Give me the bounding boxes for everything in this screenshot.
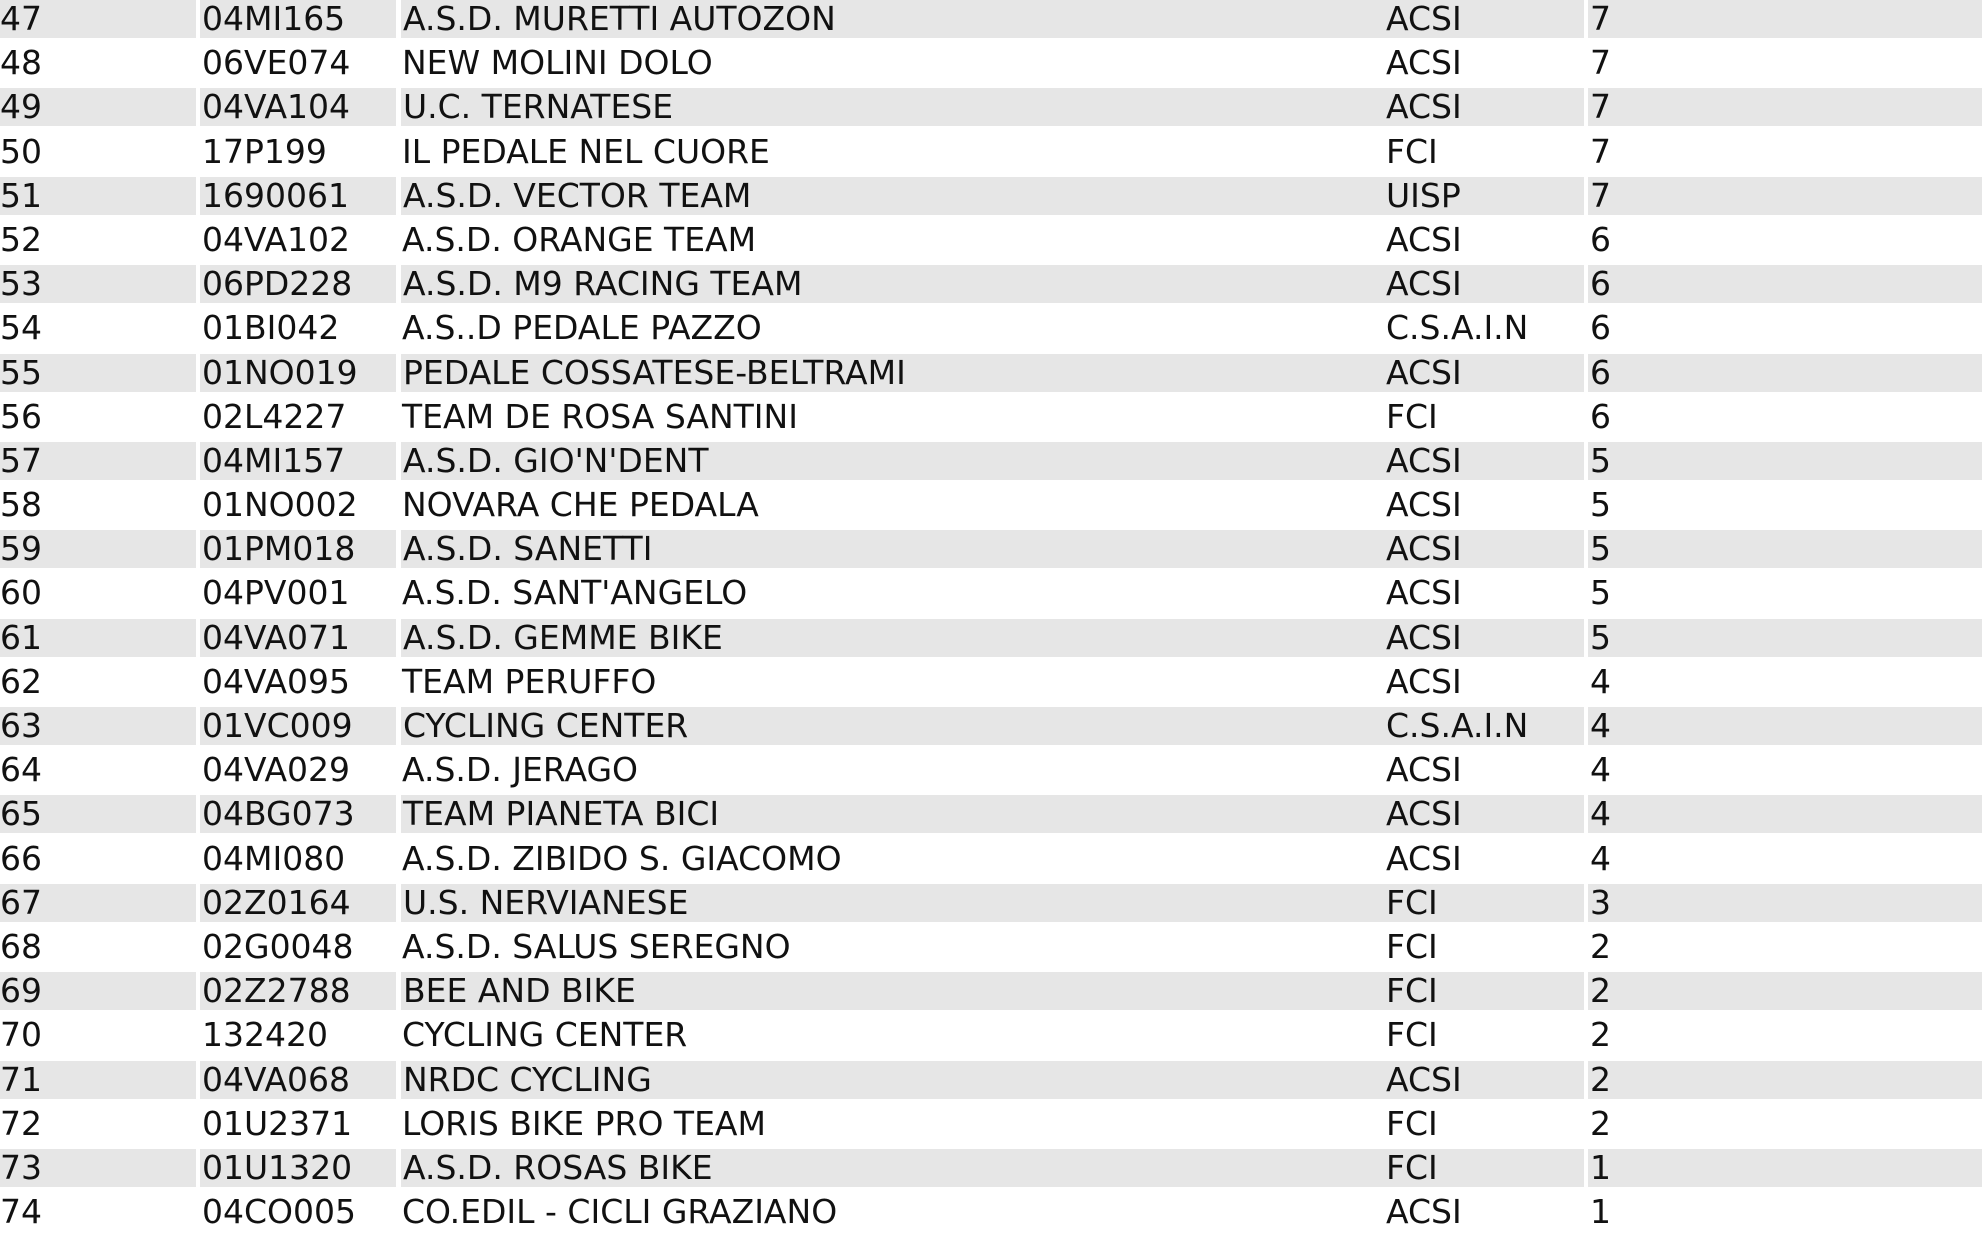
team-name-cell: A.S.D. ZIBIDO S. GIACOMO [402, 839, 842, 878]
team-name-cell: NEW MOLINI DOLO [402, 44, 713, 83]
points-cell: 6 [1588, 354, 1982, 392]
team-name-cell: A.S.D. SANETTI [401, 530, 1385, 568]
club-code-cell: 04VA068 [200, 1061, 396, 1099]
club-code-cell: 01U1320 [200, 1149, 396, 1187]
points-cell: 2 [1588, 1061, 1982, 1099]
team-name-cell: LORIS BIKE PRO TEAM [402, 1104, 766, 1143]
points-cell: 2 [1590, 1016, 1611, 1055]
table-row [0, 88, 1982, 132]
points-cell: 2 [1590, 927, 1611, 966]
rank-cell: 53 [0, 265, 196, 303]
points-cell: 5 [1588, 619, 1982, 657]
organization-cell: FCI [1386, 927, 1438, 966]
rank-cell: 65 [0, 795, 196, 833]
organization-cell: ACSI [1386, 839, 1462, 878]
organization-cell: ACSI [1386, 574, 1462, 613]
rank-cell: 55 [0, 354, 196, 392]
team-name-cell: A.S.D. M9 RACING TEAM [401, 265, 1385, 303]
points-cell: 1 [1590, 1193, 1611, 1232]
organization-cell: C.S.A.I.N [1386, 309, 1529, 348]
rank-cell: 67 [0, 884, 196, 922]
points-cell: 4 [1590, 662, 1611, 701]
team-name-cell: A.S.D. GEMME BIKE [401, 619, 1385, 657]
club-code-cell: 02G0048 [202, 927, 354, 966]
team-name-cell: A.S.D. ORANGE TEAM [402, 220, 757, 259]
rank-cell: 50 [0, 132, 42, 171]
team-name-cell: A.S..D PEDALE PAZZO [402, 309, 762, 348]
organization-cell: FCI [1384, 972, 1584, 1010]
team-name-cell: CYCLING CENTER [402, 1016, 688, 1055]
team-name-cell: A.S.D. JERAGO [402, 751, 639, 790]
table-row [0, 221, 1982, 265]
table-row [0, 707, 1982, 751]
rank-cell: 62 [0, 662, 42, 701]
team-name-cell: PEDALE COSSATESE-BELTRAMI [401, 354, 1385, 392]
team-name-cell: TEAM DE ROSA SANTINI [402, 397, 798, 436]
points-cell: 7 [1590, 132, 1611, 171]
rank-cell: 60 [0, 574, 42, 613]
rank-cell: 68 [0, 927, 42, 966]
rank-cell: 73 [0, 1149, 196, 1187]
table-row [0, 486, 1982, 530]
club-code-cell: 04CO005 [202, 1193, 356, 1232]
rank-cell: 61 [0, 619, 196, 657]
club-code-cell: 02Z2788 [200, 972, 396, 1010]
club-code-cell: 132420 [202, 1016, 328, 1055]
club-code-cell: 01NO002 [202, 486, 358, 525]
table-row [0, 44, 1982, 88]
club-code-cell: 02L4227 [202, 397, 347, 436]
rank-cell: 57 [0, 442, 196, 480]
rank-cell: 70 [0, 1016, 42, 1055]
points-cell: 2 [1590, 1104, 1611, 1143]
table-row [0, 177, 1982, 221]
organization-cell: ACSI [1384, 0, 1584, 38]
points-cell: 5 [1590, 486, 1611, 525]
organization-cell: ACSI [1384, 530, 1584, 568]
team-name-cell: U.C. TERNATESE [401, 88, 1385, 126]
organization-cell: ACSI [1386, 662, 1462, 701]
points-cell: 4 [1590, 839, 1611, 878]
club-code-cell: 01PM018 [200, 530, 396, 568]
points-cell: 6 [1590, 397, 1611, 436]
points-cell: 3 [1588, 884, 1982, 922]
table-row [0, 972, 1982, 1016]
team-name-cell: A.S.D. ROSAS BIKE [401, 1149, 1385, 1187]
team-name-cell: U.S. NERVIANESE [401, 884, 1385, 922]
club-code-cell: 02Z0164 [200, 884, 396, 922]
organization-cell: ACSI [1384, 354, 1584, 392]
club-code-cell: 04VA102 [202, 220, 351, 259]
rank-cell: 58 [0, 486, 42, 525]
rank-cell: 59 [0, 530, 196, 568]
organization-cell: ACSI [1384, 88, 1584, 126]
team-name-cell: IL PEDALE NEL CUORE [402, 132, 770, 171]
table-row [0, 619, 1982, 663]
table-row [0, 1016, 1982, 1060]
table-row [0, 1061, 1982, 1105]
rank-cell: 48 [0, 44, 42, 83]
team-name-cell: CO.EDIL - CICLI GRAZIANO [402, 1193, 838, 1232]
table-row [0, 530, 1982, 574]
club-code-cell: 04BG073 [200, 795, 396, 833]
table-row [0, 0, 1982, 44]
table-row [0, 884, 1982, 928]
table-row [0, 309, 1982, 353]
team-name-cell: TEAM PIANETA BICI [401, 795, 1385, 833]
organization-cell: ACSI [1386, 44, 1462, 83]
points-cell: 6 [1588, 265, 1982, 303]
rank-cell: 47 [0, 0, 196, 38]
organization-cell: ACSI [1386, 1193, 1462, 1232]
club-code-cell: 04VA095 [202, 662, 351, 701]
table-row [0, 1193, 1982, 1237]
rank-cell: 64 [0, 751, 42, 790]
rank-cell: 69 [0, 972, 196, 1010]
rank-cell: 63 [0, 707, 196, 745]
rank-cell: 49 [0, 88, 196, 126]
organization-cell: UISP [1384, 177, 1584, 215]
organization-cell: FCI [1386, 132, 1438, 171]
organization-cell: ACSI [1384, 265, 1584, 303]
organization-cell: C.S.A.I.N [1384, 707, 1584, 745]
table-row [0, 928, 1982, 972]
club-code-cell: 04MI165 [200, 0, 396, 38]
organization-cell: ACSI [1384, 1061, 1584, 1099]
table-row [0, 133, 1982, 177]
organization-cell: ACSI [1386, 751, 1462, 790]
table-row [0, 840, 1982, 884]
organization-cell: FCI [1384, 884, 1584, 922]
club-code-cell: 04MI080 [202, 839, 346, 878]
rank-cell: 71 [0, 1061, 196, 1099]
table-row [0, 1149, 1982, 1193]
points-cell: 2 [1588, 972, 1982, 1010]
points-cell: 4 [1588, 795, 1982, 833]
points-cell: 1 [1588, 1149, 1982, 1187]
club-code-cell: 17P199 [202, 132, 327, 171]
team-name-cell: A.S.D. GIO'N'DENT [401, 442, 1385, 480]
club-code-cell: 04VA071 [200, 619, 396, 657]
points-cell: 5 [1588, 442, 1982, 480]
club-code-cell: 04VA104 [200, 88, 396, 126]
table-row [0, 663, 1982, 707]
points-cell: 7 [1588, 177, 1982, 215]
rank-cell: 66 [0, 839, 42, 878]
team-name-cell: NRDC CYCLING [401, 1061, 1385, 1099]
rank-cell: 74 [0, 1193, 42, 1232]
organization-cell: ACSI [1386, 486, 1462, 525]
table-row [0, 574, 1982, 618]
rank-cell: 54 [0, 309, 42, 348]
team-name-cell: A.S.D. MURETTI AUTOZON [401, 0, 1385, 38]
table-row [0, 795, 1982, 839]
organization-cell: ACSI [1384, 442, 1584, 480]
points-cell: 4 [1588, 707, 1982, 745]
table-row [0, 1105, 1982, 1149]
club-code-cell: 1690061 [200, 177, 396, 215]
table-row [0, 442, 1982, 486]
club-code-cell: 04PV001 [202, 574, 350, 613]
points-cell: 5 [1590, 574, 1611, 613]
rank-cell: 52 [0, 220, 42, 259]
club-code-cell: 01BI042 [202, 309, 340, 348]
organization-cell: ACSI [1384, 795, 1584, 833]
table-row [0, 265, 1982, 309]
points-cell: 5 [1588, 530, 1982, 568]
club-code-cell: 01U2371 [202, 1104, 353, 1143]
points-cell: 4 [1590, 751, 1611, 790]
rank-cell: 56 [0, 397, 42, 436]
organization-cell: ACSI [1384, 619, 1584, 657]
organization-cell: FCI [1386, 397, 1438, 436]
team-name-cell: A.S.D. SANT'ANGELO [402, 574, 748, 613]
table-row [0, 354, 1982, 398]
points-cell: 6 [1590, 309, 1611, 348]
club-code-cell: 04MI157 [200, 442, 396, 480]
organization-cell: ACSI [1386, 220, 1462, 259]
points-cell: 7 [1590, 44, 1611, 83]
table-row [0, 751, 1982, 795]
organization-cell: FCI [1386, 1016, 1438, 1055]
team-name-cell: CYCLING CENTER [401, 707, 1385, 745]
team-name-cell: NOVARA CHE PEDALA [402, 486, 759, 525]
club-code-cell: 01NO019 [200, 354, 396, 392]
club-code-cell: 06PD228 [200, 265, 396, 303]
team-name-cell: BEE AND BIKE [401, 972, 1385, 1010]
club-code-cell: 06VE074 [202, 44, 351, 83]
points-cell: 7 [1588, 0, 1982, 38]
rank-cell: 51 [0, 177, 196, 215]
table-row [0, 398, 1982, 442]
organization-cell: FCI [1384, 1149, 1584, 1187]
organization-cell: FCI [1386, 1104, 1438, 1143]
club-code-cell: 01VC009 [200, 707, 396, 745]
rank-cell: 72 [0, 1104, 42, 1143]
club-code-cell: 04VA029 [202, 751, 351, 790]
points-cell: 6 [1590, 220, 1611, 259]
points-cell: 7 [1588, 88, 1982, 126]
team-name-cell: A.S.D. SALUS SEREGNO [402, 927, 791, 966]
team-name-cell: TEAM PERUFFO [402, 662, 657, 701]
team-name-cell: A.S.D. VECTOR TEAM [401, 177, 1385, 215]
